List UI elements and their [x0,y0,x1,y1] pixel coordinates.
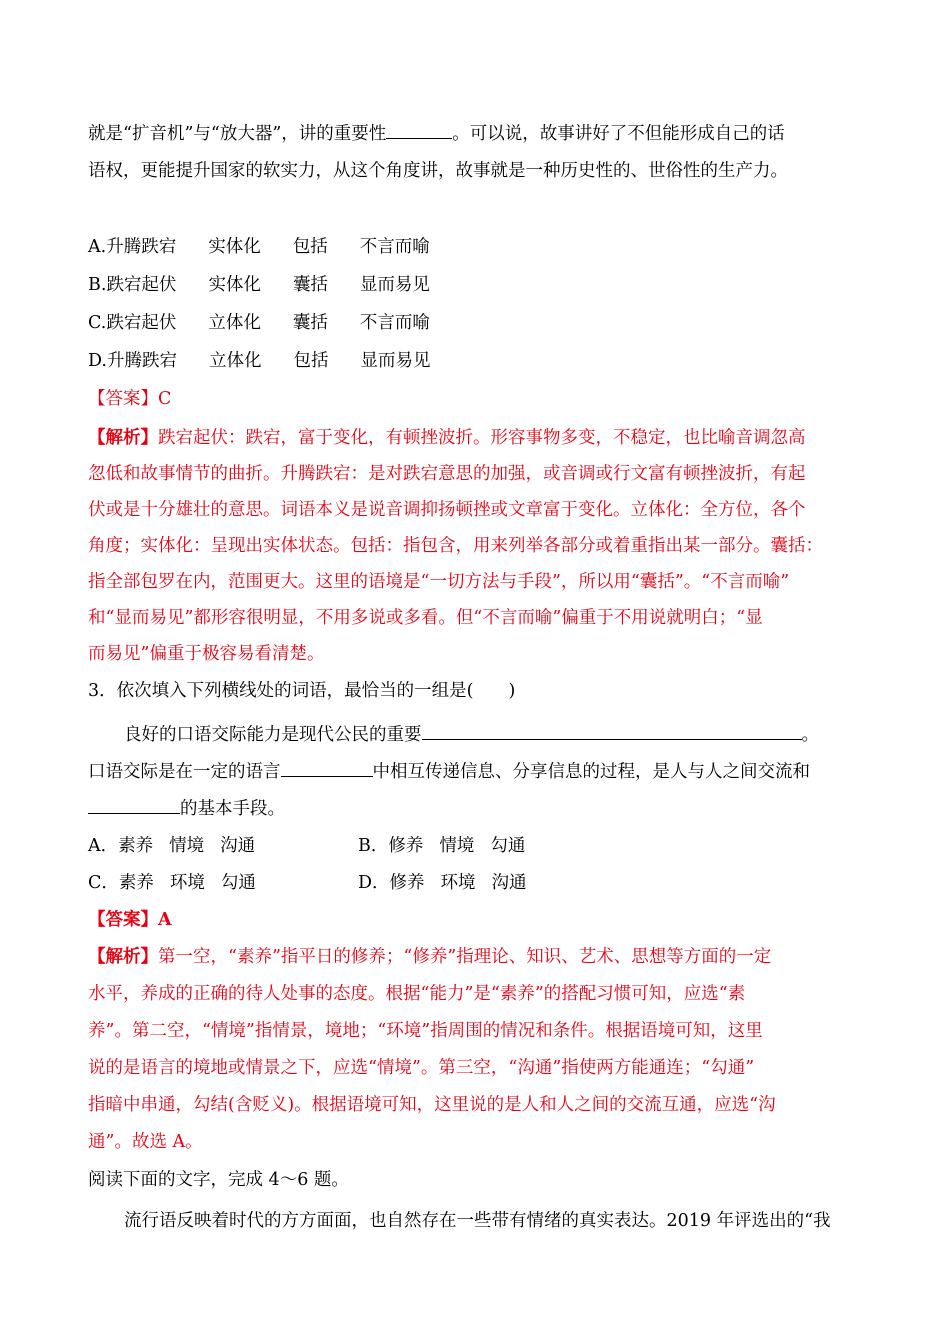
q3-passage-line: 良好的口语交际能力是现代公民的重要 。 [124,725,819,745]
q2-analysis-line: 忽低和故事情节的曲折。升腾跌宕：是对跌宕意思的加强，或音调或行文富有顿挫波折，有起 [88,464,806,484]
fill-blank [281,760,373,777]
q2-analysis-line: 【解析】跌宕起伏：跌宕，富于变化，有顿挫波折。形容事物多变，不稳定，也比喻音调忽高 [88,428,806,448]
q3-option-d: D．修养 环境 沟通 [358,873,527,893]
q2-option-b: B.跌宕起伏 实体化 囊括 显而易见 [88,275,430,295]
q3-analysis-line: 养”。第二空，“情境”指情景，境地；“环境”指周围的情况和条件。根据语境可知，这里 [88,1021,763,1041]
fill-blank [422,723,802,740]
q3-passage-line: 口语交际是在一定的语言 中相互传递信息、分享信息的过程，是人与人之间交流和 [88,762,810,782]
q3-option-a: A．素养 情境 沟通 [88,836,256,856]
q2-option-a: A.升腾跌宕 实体化 包括 不言而喻 [88,237,430,257]
q2-analysis-line: 和“显而易见”都形容很明显，不用多说或多看。但“不言而喻”偏重于不用说就明白；“显 [88,608,763,628]
q3-answer: 【答案】A [88,910,172,930]
reading-paragraph-start: 流行语反映着时代的方方面面，也自然存在一些带有情绪的真实表达。2019 年评选出的“我 [124,1211,831,1231]
q2-answer: 【答案】C [88,389,172,409]
fill-blank [386,122,452,139]
q2-analysis-line: 角度；实体化：呈现出实体状态。包括：指包含，用来列举各部分或着重指出某一部分。囊括： [88,536,823,556]
q3-analysis-line: 指暗中串通，勾结(含贬义)。根据语境可知，这里说的是人和人之间的交流互通，应选“沟 [88,1095,776,1115]
q2-option-c: C.跌宕起伏 立体化 囊括 不言而喻 [88,313,430,333]
q3-option-c: C．素养 环境 勾通 [88,873,256,893]
q2-analysis-line: 伏或是十分雄壮的意思。词语本义是说音调抑扬顿挫或文章富于变化。立体化：全方位，各个 [88,500,806,520]
q2-analysis-line: 指全部包罗在内，范围更大。这里的语境是“一切方法与手段”，所以用“囊括”。“不言而喻” [88,572,790,592]
q3-analysis-line: 【解析】第一空，“素养”指平日的修养；“修养”指理论、知识、艺术、思想等方面的一定 [88,947,772,967]
q3-analysis-line: 说的是语言的境地或情景之下，应选“情境”。第三空，“沟通”指使两方能通连；“勾通” [88,1058,755,1078]
passage-line: 就是“扩音机”与“放大器”，讲的重要性 。可以说，故事讲好了不但能形成自己的话 [88,124,785,144]
q3-passage-line: 的基本手段。 [88,797,285,820]
passage-line: 语权，更能提升国家的软实力，从这个角度讲，故事就是一种历史性的、世俗性的生产力。 [88,161,788,181]
fill-blank [88,797,180,814]
q2-option-d: D.升腾跌宕 立体化 包括 显而易见 [88,351,431,371]
q3-option-b: B．修养 情境 勾通 [358,836,526,856]
q2-analysis-line: 而易见”偏重于极容易看清楚。 [88,644,325,664]
q3-stem: 3．依次填入下列横线处的词语，最恰当的一组是( ) [88,681,516,701]
reading-intro: 阅读下面的文字，完成 4～6 题。 [88,1170,349,1190]
q3-analysis-line: 通”。故选 A。 [88,1132,203,1152]
q3-analysis-line: 水平，养成的正确的待人处事的态度。根据“能力”是“素养”的搭配习惯可知，应选“素 [88,984,746,1004]
